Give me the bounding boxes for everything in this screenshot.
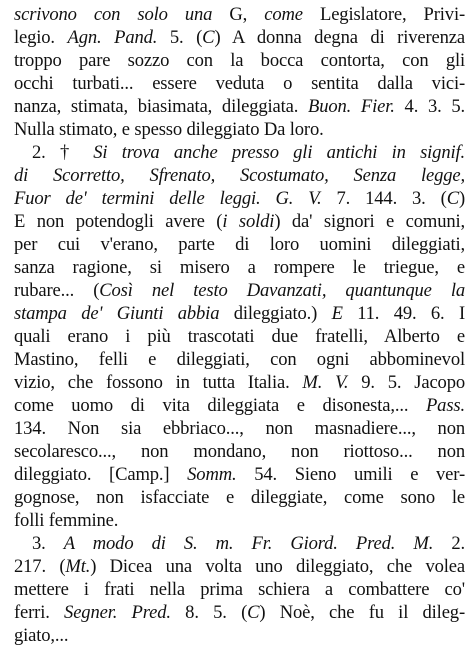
italic-text: C (446, 188, 459, 209)
text-line (14, 256, 465, 279)
italic-text: Fuor de' termini delle leggi. G. V. (14, 188, 322, 209)
text-line (14, 187, 465, 210)
text-run: 2. (433, 533, 465, 554)
text-run: dileggiato.) (219, 303, 332, 324)
italic-text: scrivono con solo una (14, 4, 213, 25)
italic-text: Mt. (65, 556, 91, 577)
text-run: 54. Sieno umili e ver- (236, 464, 465, 485)
text-run: 134. Non sia ebbriaco..., non masnadiere..., non (14, 418, 465, 439)
text-line (14, 279, 465, 302)
text-run: occhi turbati... essere veduta o sentita dalla vici- (14, 73, 465, 94)
italic-text: Segner. Pred. (64, 602, 171, 623)
text-run: 5. ( (157, 27, 203, 48)
text-line (14, 532, 465, 555)
text-run: ferri. (14, 602, 65, 623)
text-run: Nulla stimato, e spesso dileggiato Da loro. (14, 119, 324, 140)
text-run: ) A donna degna di riverenza (214, 27, 465, 48)
text-line (14, 371, 465, 394)
text-line (14, 118, 465, 141)
text-run: 3. (32, 533, 64, 554)
text-run: come uomo di vita dileggiata e disonesta,... (14, 395, 426, 416)
text-run: folli femmine. (14, 510, 119, 531)
text-line (14, 302, 465, 325)
italic-text: A modo di S. m. Fr. Giord. Pred. M. (63, 533, 434, 554)
text-line (14, 417, 465, 440)
text-line (14, 95, 465, 118)
text-line (14, 394, 465, 417)
italic-text: stampa de' Giunti abbia (14, 303, 220, 324)
text-run: Mastino, felli e dileggiati, con ogni abbominevol (14, 349, 465, 370)
text-run: Legislatore, Privi- (302, 4, 465, 25)
text-run: nanza, stimata, biasimata, dileggiata. (14, 96, 309, 117)
italic-text: M. V. (302, 372, 349, 393)
text-line (14, 440, 465, 463)
text-line (14, 141, 465, 164)
italic-text: come (264, 4, 303, 25)
text-line (14, 509, 465, 532)
text-run: dileggiato. [Camp.] (14, 464, 188, 485)
text-line (14, 463, 465, 486)
text-run: mettere i frati nella prima schiera a combattere co' (14, 579, 465, 600)
italic-text: di Scorretto, Sfrenato, Scostumato, Senza legge, (14, 165, 465, 186)
text-run: per cui v'erano, parte di loro uomini dileggiati, (14, 234, 465, 255)
text-line (14, 486, 465, 509)
italic-text: E (331, 303, 343, 324)
text-line (14, 624, 465, 647)
text-run: legio. (14, 27, 68, 48)
text-line (14, 555, 465, 578)
text-line (14, 72, 465, 95)
italic-text: Così nel testo Davanzati, quantunque la (99, 280, 465, 301)
text-run: 2. † (32, 142, 94, 163)
text-line (14, 325, 465, 348)
italic-text: Agn. Pand. (67, 27, 158, 48)
text-run: ) Dicea una volta uno dileggiato, che volea (90, 556, 465, 577)
text-line (14, 49, 465, 72)
text-run: giato,... (14, 625, 69, 646)
text-run: troppo pare sozzo con la bocca contorta, con gli (14, 50, 465, 71)
text-run: G, (212, 4, 265, 25)
text-run: 217. ( (14, 556, 66, 577)
italic-text: Buon. Fier. (308, 96, 395, 117)
text-line (14, 26, 465, 49)
dictionary-entry-text (14, 3, 465, 647)
text-run: 7. 144. 3. ( (321, 188, 447, 209)
text-line (14, 233, 465, 256)
text-line (14, 3, 465, 26)
text-run: secolaresco..., non mondano, non riottoso... non (14, 441, 465, 462)
text-run: gognose, non isfacciate e dileggiate, come sono le (14, 487, 465, 508)
text-run: ) Noè, che fu il dileg- (259, 602, 465, 623)
text-run: E non potendogli avere ( (14, 211, 223, 232)
text-line (14, 164, 465, 187)
text-run: 8. 5. ( (170, 602, 248, 623)
italic-text: C (247, 602, 260, 623)
italic-text: i soldi (222, 211, 275, 232)
text-line (14, 578, 465, 601)
text-run: vizio, che fossono in tutta Italia. (14, 372, 303, 393)
text-line (14, 601, 465, 624)
text-line (14, 348, 465, 371)
text-run: quali erano i più trascotati due fratelli, Alberto e (14, 326, 465, 347)
italic-text: C (202, 27, 215, 48)
text-run: 9. 5. Jacopo (348, 372, 465, 393)
text-run: 4. 3. 5. (394, 96, 465, 117)
text-run: ) (458, 188, 465, 209)
text-run: 11. 49. 6. I (342, 303, 465, 324)
italic-text: Somm. (187, 464, 237, 485)
italic-text: Pass. (425, 395, 465, 416)
text-run: sanza ragione, si misero a rompere le triegue, e (14, 257, 465, 278)
text-line (14, 210, 465, 233)
text-run: ) da' signori e comuni, (274, 211, 465, 232)
text-run: rubare... ( (14, 280, 100, 301)
italic-text: Si trova anche presso gli antichi in signif. (93, 142, 465, 163)
